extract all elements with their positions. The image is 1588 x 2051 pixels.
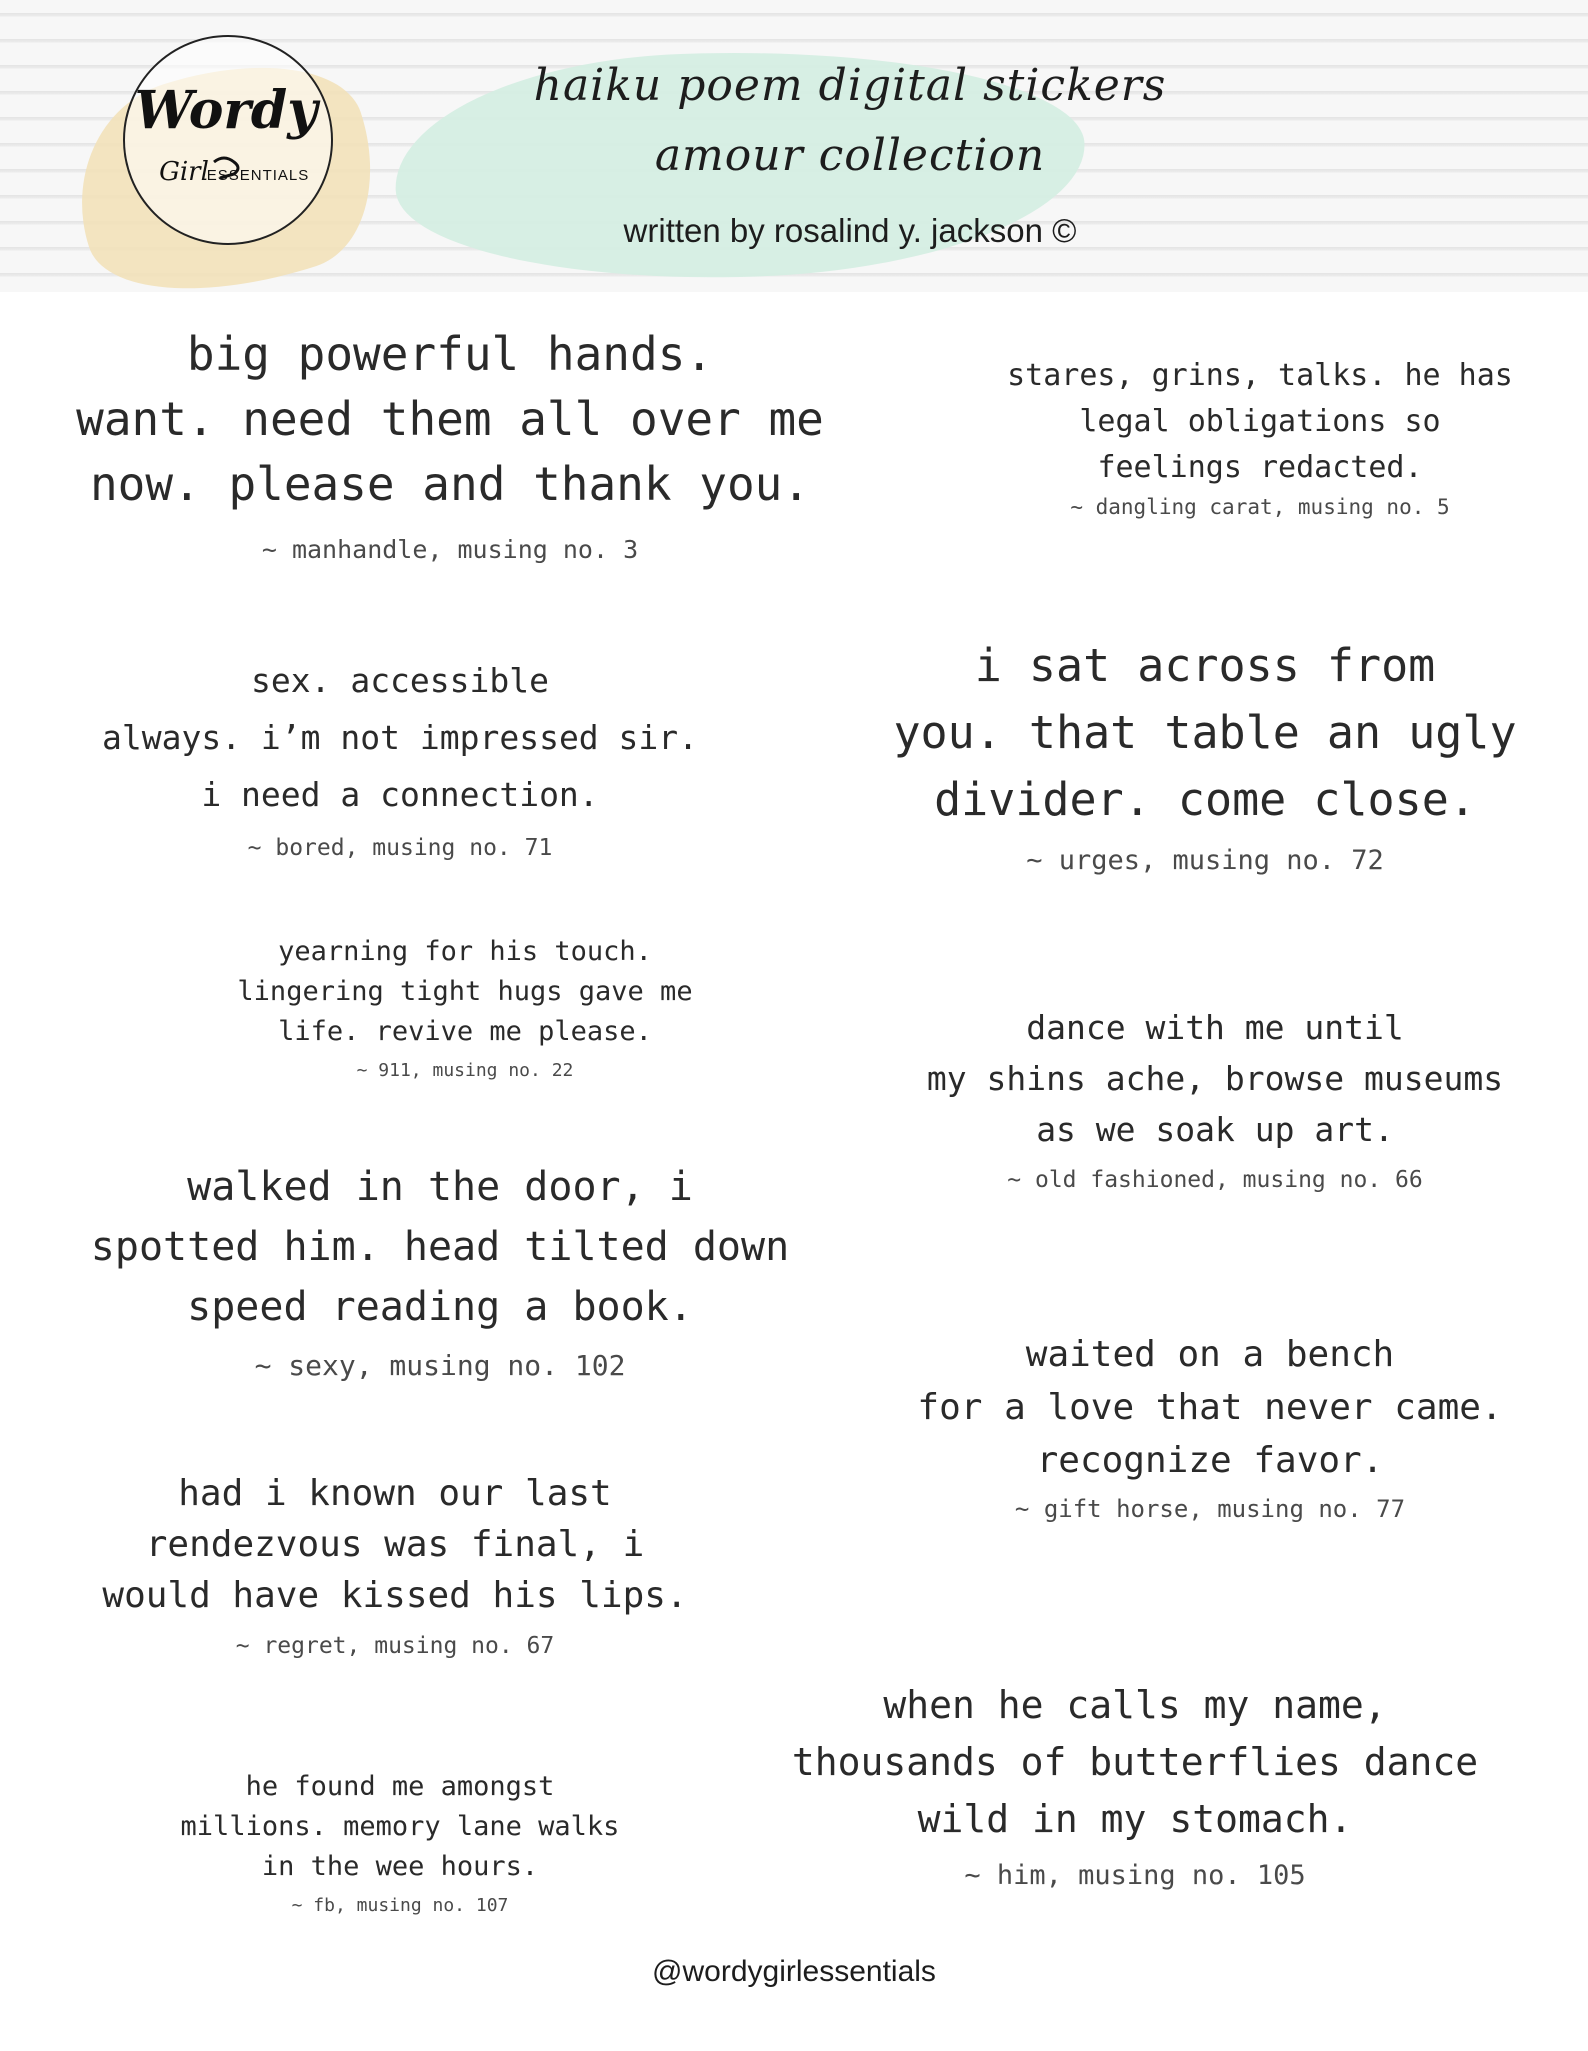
poem-lines: had i known our last rendezvous was final, i would have kissed his lips.	[102, 1473, 688, 1616]
poem-attribution: ~ fb, musing no. 107	[291, 1895, 509, 1916]
wordy-girl-logo	[118, 30, 338, 250]
poem-attribution: ~ gift horse, musing no. 77	[1014, 1495, 1406, 1523]
poem-attribution: ~ manhandle, musing no. 3	[261, 535, 639, 564]
author-credit: written by rosalind y. jackson ©	[623, 212, 1077, 249]
poem-sticker	[850, 1328, 1570, 1523]
poem-attribution: ~ bored, musing no. 71	[247, 835, 553, 861]
poem-sticker	[820, 632, 1588, 876]
poem-sticker	[40, 652, 760, 861]
poem-sticker	[40, 1157, 840, 1382]
poem-lines: stares, grins, talks. he has legal obligations so feelings redacted.	[1007, 358, 1513, 485]
poem-attribution: ~ old fashioned, musing no. 66	[1007, 1167, 1423, 1193]
poem-attribution: ~ sexy, musing no. 102	[254, 1349, 626, 1382]
poem-lines: when he calls my name, thousands of butterflies dance wild in my stomach.	[791, 1683, 1479, 1841]
poem-lines: walked in the door, i spotted him. head tilted down speed reading a book.	[90, 1164, 790, 1330]
logo-word: Wordy	[134, 80, 318, 141]
poem-sticker	[930, 353, 1588, 519]
poem-lines: dance with me until my shins ache, browse museums as we soak up art.	[926, 1008, 1504, 1149]
logo-sub-1: Girl	[159, 157, 209, 187]
social-handle: @wordygirlessentials	[652, 1955, 936, 1988]
poem-lines: i sat across from you. that table an ugly divider. come close.	[893, 639, 1517, 826]
poem-attribution: ~ urges, musing no. 72	[1026, 845, 1384, 876]
poem-lines: sex. accessible always. i’m not impressed sir. i need a connection.	[101, 661, 699, 814]
poem-sticker	[850, 1002, 1580, 1193]
poem-attribution: ~ him, musing no. 105	[964, 1860, 1306, 1891]
logo-sub-2: ESSENTIALS	[206, 167, 310, 184]
poem-sticker	[40, 1468, 750, 1659]
poem-lines: he found me amongst millions. memory lane walks in the wee hours.	[180, 1771, 620, 1882]
poem-lines: big powerful hands. want. need them all over me now. please and thank you.	[76, 327, 824, 511]
poem-sticker	[55, 322, 845, 564]
poem-attribution: ~ 911, musing no. 22	[356, 1060, 574, 1081]
title-line-1: haiku poem digital stickers	[533, 60, 1167, 111]
poem-lines: waited on a bench for a love that never came. recognize favor.	[917, 1334, 1503, 1481]
poem-sticker	[745, 1677, 1525, 1891]
poem-sticker	[180, 932, 750, 1081]
title-line-2: amour collection	[654, 130, 1046, 181]
poem-attribution: ~ dangling carat, musing no. 5	[1070, 495, 1450, 519]
poem-attribution: ~ regret, musing no. 67	[235, 1633, 555, 1659]
poem-sticker	[130, 1767, 670, 1916]
poem-lines: yearning for his touch. lingering tight hugs gave me life. revive me please.	[237, 936, 693, 1047]
